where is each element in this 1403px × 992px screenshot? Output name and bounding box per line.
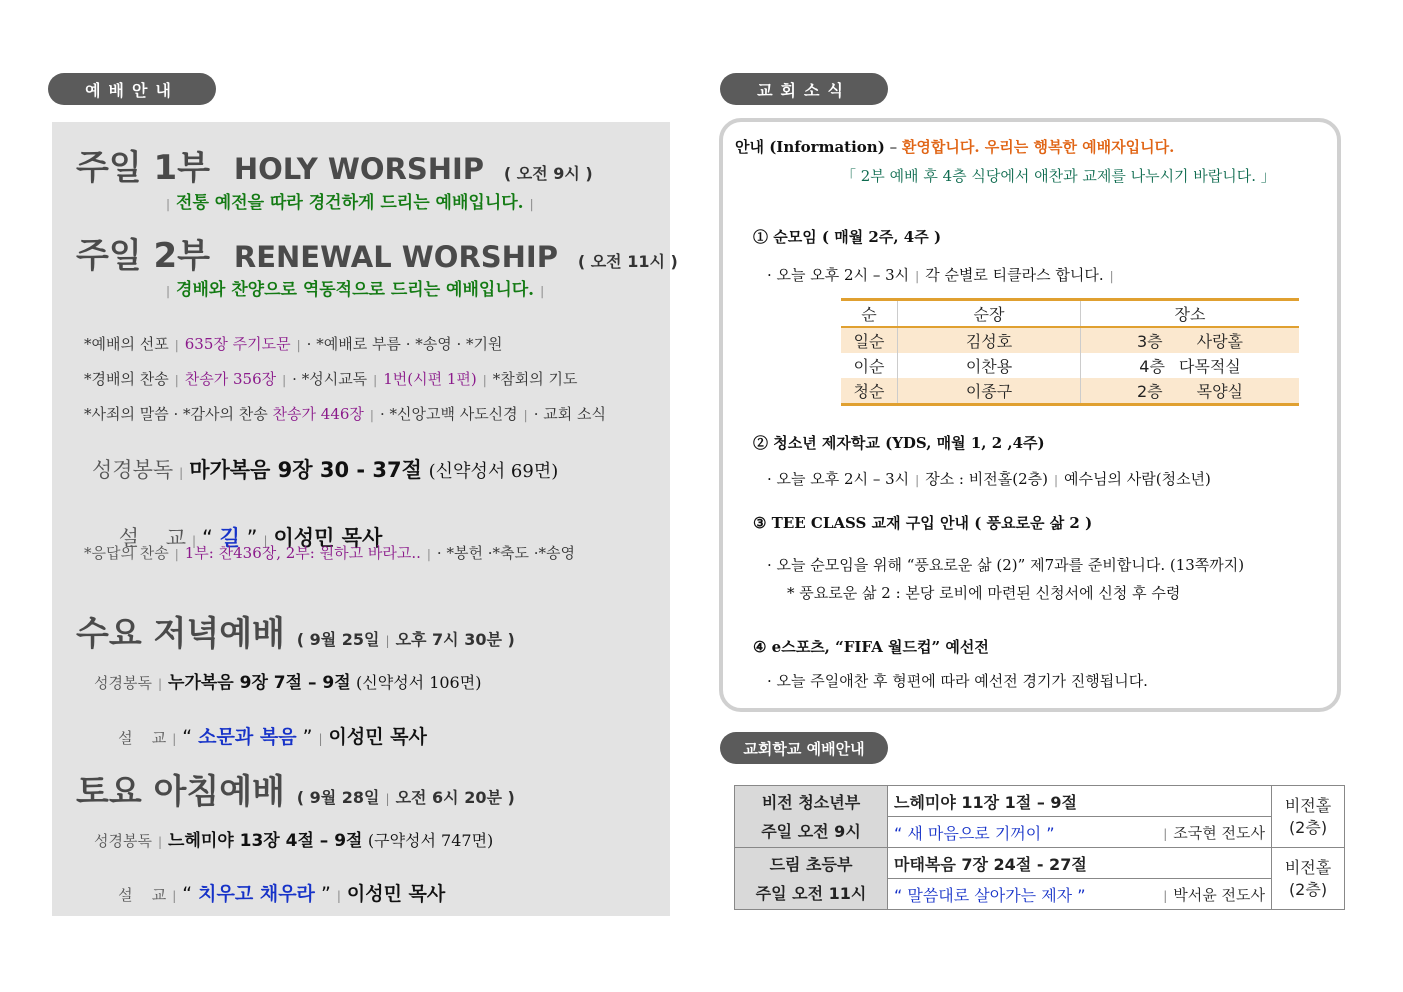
saturday-title: 토요 아침예배 ( 9월 28일 | 오전 6시 20분 ): [76, 772, 515, 812]
wednesday-sermon: 설 교 | “ 소문과 복음 ” | 이성민 목사: [118, 726, 427, 748]
school-place: 비전홀 (2층): [1272, 848, 1345, 910]
school-row: 드림 초등부 주일 오전 11시 마태복음 7장 24절 - 27절 비전홀 (2층): [735, 848, 1345, 879]
response-line: *응답의 찬송 | 1부: 찬436장, 2부: 원하고 바라고.. | · *봉헌 ·*축도 ·*송영: [84, 544, 575, 562]
group-row: 일순 김성호 3층 사랑홀: [841, 327, 1299, 353]
news-item-3-title: ③ TEE CLASS 교재 구입 안내 ( 풍요로운 삶 2 ): [753, 514, 1093, 532]
group-table: [841, 298, 1299, 406]
sunday1-eng: HOLY WORSHIP: [233, 152, 485, 186]
worship-panel: [52, 122, 678, 916]
news-item-4-title: ④ e스포츠, “FIFA 월드컵” 예선전: [753, 638, 989, 656]
order-line-1: *예배의 선포 | 635장 주기도문 | · *예배로 부름 · *송영 · *기원: [84, 335, 503, 353]
sunday1-title: [76, 140, 593, 189]
wednesday-title: 수요 저녁예배 ( 9월 25일 | 오후 7시 30분 ): [76, 614, 515, 654]
group-header-leader: 순장: [898, 300, 1081, 328]
wednesday-reading: 성경봉독 | 누가복음 9장 7절 – 9절 (신약성서 106면): [94, 673, 482, 693]
saturday-reading: 성경봉독 | 느헤미야 13장 4절 – 9절 (구약성서 747면): [94, 831, 494, 851]
saturday-sermon: 설 교 | “ 치우고 채우라 ” | 이성민 목사: [118, 883, 446, 905]
sunday-sermon: 설 교 | “ 길 ” | 이성민 목사: [118, 526, 383, 550]
sunday1-time: ( 오전 9시 ): [503, 164, 593, 183]
group-header-order: 순: [841, 300, 898, 328]
news-intro: 안내 (Information) – 환영합니다. 우리는 행복한 예배자입니다.: [735, 138, 1175, 156]
sunday2-eng: RENEWAL WORSHIP: [233, 240, 558, 274]
news-item-2-title: ② 청소년 제자학교 (YDS, 매월 1, 2 ,4주): [753, 434, 1045, 452]
news-item-4-line: · 오늘 주일애찬 후 형편에 따라 예선전 경기가 진행됩니다.: [767, 672, 1148, 690]
news-item-1-title: ① 순모임 ( 매월 2주, 4주 ): [753, 228, 942, 246]
school-dept: 비전 청소년부 주일 오전 9시: [735, 786, 888, 848]
school-section-header: 교회학교 예배안내: [720, 732, 888, 764]
news-item-3-line-2: * 풍요로운 삶 2 : 본당 로비에 마련된 신청서에 신청 후 수령: [787, 584, 1181, 602]
sunday-sermon-title: 길: [219, 526, 240, 550]
news-notice: 「 2부 예배 후 4층 식당에서 애찬과 교제를 나누시기 바랍니다. 」: [841, 167, 1276, 185]
sunday2-time: ( 오전 11시 ): [577, 252, 678, 271]
school-place: 비전홀 (2층): [1272, 786, 1345, 848]
order-line-2: *경배의 찬송 | 찬송가 356장 | · *성시교독 | 1번(시편 1편) | *참회의 기도: [84, 370, 578, 388]
school-table: 비전 청소년부 주일 오전 9시 느헤미야 11장 1절 – 9절 비전홀 (2층) “ 새 마음으로 기꺼이 ” | 조국현 전도사 드림 초등부 주일 오전 11시 마태복음 7장 24절 - 27절 비전홀 (2층) “ 말씀대로 살아가는 제자 ” | 박서윤 전도사: [734, 785, 1345, 910]
news-section-header: 교회소식: [720, 73, 888, 105]
order-line-3: *사죄의 말씀 · *감사의 찬송 찬송가 446장 | · *신앙고백 사도신경 | · 교회 소식: [84, 405, 606, 423]
sunday2-title: [76, 228, 678, 277]
news-item-3-line-1: · 오늘 순모임을 위해 “풍요로운 삶 (2)” 제7과를 준비합니다. (13쪽까지): [767, 556, 1245, 574]
news-item-2-line: · 오늘 오후 2시 – 3시 | 장소 : 비전홀(2층) | 예수님의 사람(청소년): [767, 470, 1211, 488]
sunday2-label: 주일 2부: [76, 236, 211, 276]
group-row: 청순 이종구 2층 목양실: [841, 378, 1299, 405]
school-row: 비전 청소년부 주일 오전 9시 느헤미야 11장 1절 – 9절 비전홀 (2층): [735, 786, 1345, 817]
sunday1-label: 주일 1부: [76, 148, 211, 188]
news-item-1-line: · 오늘 오후 2시 – 3시 | 각 순별로 티클라스 합니다. |: [767, 266, 1114, 284]
sunday1-desc: | 전통 예전을 따라 경건하게 드리는 예배입니다. |: [166, 193, 534, 213]
news-panel: [719, 118, 1341, 712]
group-header-place: 장소: [1081, 300, 1300, 328]
school-dept: 드림 초등부 주일 오전 11시: [735, 848, 888, 910]
sunday-reading: 성경봉독 | 마가복음 9장 30 - 37절 (신약성서 69면): [92, 458, 559, 482]
group-row: 이순 이찬용 4층 다목적실: [841, 353, 1299, 378]
worship-section-header: 예배안내: [48, 73, 216, 105]
sunday2-desc: | 경배와 찬양으로 역동적으로 드리는 예배입니다. |: [166, 280, 545, 300]
